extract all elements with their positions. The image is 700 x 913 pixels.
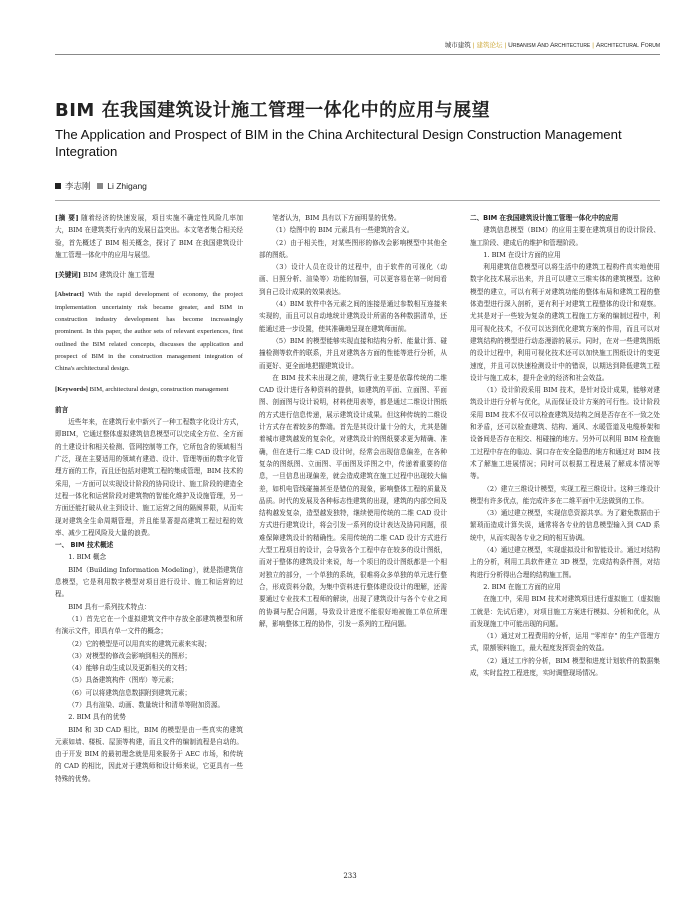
- author-en: Li Zhigang: [107, 181, 147, 191]
- advantage-item: （1）绘图中的 BIM 元素具有一些建筑的含义。: [272, 226, 414, 235]
- title-rule: [55, 200, 660, 201]
- journal-cn-2: 建筑论坛: [476, 42, 503, 49]
- preface-heading: 前言: [55, 405, 69, 414]
- journal-cn-1: 城市建筑: [444, 42, 471, 49]
- feature-item: （3）对模型的修改会影响到相关的图形；: [68, 651, 192, 660]
- bullet-square-icon: [97, 183, 103, 189]
- paragraph: 在施工中，采用 BIM 技术对建筑项目进行虚拟施工（虚拟施工就是：先试后建），对项目施工方案进行模拟、分析和优化，从而发现施工中可能出现的问题。: [470, 595, 660, 628]
- header-separator-3: |: [592, 42, 594, 49]
- running-header: [445, 40, 660, 49]
- design-item: （2）建立三维设计模型，实现工程三维设计。这种三维设计模型有许多优点，能完成许多在二维平面中无法做到的工作。: [470, 484, 660, 505]
- section-1-2-heading: 2. BIM 具有的优势: [68, 713, 126, 722]
- paragraph: BIM 具有一系列技术特点：: [68, 602, 151, 611]
- advantage-item: （3）设计人员在设计的过程中，由于软件的可视化（动画、日照分析、渲染等）功能的加强，可以更容易在第一时间看到自己设计成果的效果表达。: [259, 263, 447, 296]
- design-item: （1）设计阶段采用 BIM 技术，是针对设计成果，能够对建筑设计进行分析与优化，从而保证设计方案的可行性。设计阶段采用 BIM 技术不仅可以检查建筑及结构之间是否存在不一致之处和矛盾，还可以检查建筑、结构、通风、水暖管道及电缆桥架和设备间是否存在相交、相碰撞的地方。另外可以利用 BIM 检查施工过程中存在的临边、洞口存在安全隐患的地方和通过对 BIM 技术了解施工进展情况；同时可以根据工程进展了解成本情况等等。: [470, 386, 660, 481]
- abstract-en-label: [Abstract]: [55, 291, 84, 299]
- column-1: [55, 212, 244, 783]
- abstract-label: [摘 要]: [55, 214, 79, 222]
- advantage-item: （4）BIM 软件中各元素之间的连接是通过参数相互连接来实现的，而且可以自动地统计建筑设计所需的各种数据清单，还能通过进一步设置，使其准确地呈现在建筑师面前。: [259, 300, 447, 333]
- journal-en-2: Architectural Forum: [595, 42, 660, 49]
- advantage-item: （2）由于相关性，对某些图形的修改会影响模型中其他全部的图纸。: [259, 238, 447, 259]
- keywords-cn: [55, 269, 243, 281]
- title-english: The Application and Prospect of BIM in the China Architectural Design Construction Management Integration: [55, 127, 622, 159]
- feature-item: （7）具有渲染、动画、数量统计和清单等附加资源。: [68, 700, 225, 709]
- keywords-text: BIM 建筑设计 施工管理: [83, 271, 155, 280]
- abstract-cn: [55, 212, 243, 261]
- authors: [55, 180, 147, 192]
- feature-item: （2）它的模型是可以用真实的建筑元素来实现；: [68, 639, 211, 648]
- header-separator-2: |: [504, 42, 507, 49]
- preface-text: 近些年来，在建筑行业中新兴了一种工程数字化设计方式，即BIM，它通过整体虚拟建筑信息模型可以完成全方位、全方面的土建设计和相关检测、管网控制等工作，它所包含的领域相当广泛，现在主要适用的领域有建造、设计、管理等面的数字化管理方面的工作，而且还包括对建筑工程的集成管理，BIM 技术的采用，一方面可以实现设计阶段的协同设计、施工阶段的建造全过程一体化和运营阶段对建筑物的智能化维护及设施管理，另一方面还能打破从业主到设计、施工运营之间的隔阂界限，从而实现对建筑全生命周期管理，并且能显著提高建筑工程过程的效率、减少工程风险及大量的浪费。: [55, 418, 243, 537]
- advantage-item: （5）BIM 的模型能够实现直接和结构分析、能量计算、碰撞检测等软件的联系，并且对建筑各方面的性能等进行分析，从而更好、更全面地把握建筑设计。: [259, 336, 447, 370]
- section-2-2-heading: 2. BIM 在施工方面的应用: [483, 582, 561, 591]
- design-item: （3）通过建立模型，实现信息资源共享。为了避免数据由于繁琐而造成计算失误，通常将各专业的信息模型输入到 CAD 系统中，从而实现各专业之间的相互协调。: [470, 509, 660, 542]
- construction-item: （1）通过对工程费用的分析，运用 "零库存" 的生产管理方式，限额领料施工，最大程度发挥资金的效益。: [470, 632, 660, 653]
- feature-item: （6）可以将建筑信息数据附到建筑元素；: [68, 688, 192, 697]
- paragraph: 建筑信息模型（BIM）的应用主要在建筑项目的设计阶段、施工阶段、建成后的维护和管理阶段。: [470, 226, 660, 247]
- paragraph: 笔者认为，BIM 具有以下方面明显的优势。: [272, 214, 401, 222]
- construction-item: （2）通过工序的分析，BIM 模型和进度计划软件的数据集成，实时监控工程进度，实时调整现场情况。: [470, 656, 660, 677]
- paragraph: BIM 和 3D CAD 相比，BIM 的模型是由一些真实的建筑元素如墙、楼板、屋顶等构建，而且文件的编制流程是自动的。由于开发 BIM 的最初理念就是用来服务于 AEC 市场，和传统的 CAD 的相比，因此对于建筑师和设计师来说，它更具有一些特殊的优势。: [55, 725, 243, 783]
- title-chinese: BIM 在我国建筑设计施工管理一体化中的应用与展望: [55, 100, 491, 121]
- header-rule: [55, 54, 660, 55]
- paragraph: 利用建筑信息模型可以将生活中的建筑工程构件真实地使用数字化技术展示出来，并且可以建立三维实体的建筑模型。这种模型的建立，可以有利于对建筑功能的整体布局和建筑工程的整体造型进行深入剖析，更有利于对建筑工程整体的设计和观察。尤其是对于一些较为复杂的建筑工程施工方案的编制过程中，利用可视化技术，不仅可以达到优化建筑方案的作用，而且可以对建筑结构的模型进行动态漫游的展示。同时，在对一些建筑图纸的设计过程中，利用可视化技术还可以加快施工图纸设计的变更速度，并且可以快速检测设计中的错误，以期达到降低建筑工程设计与施工成本，提升企业的经济和社会效益。: [470, 263, 660, 382]
- keywords-en: [55, 384, 243, 396]
- paragraph: BIM（Building Information Modeling），就是指建筑信息模型，它是利用数字模型对项目进行设计、施工和运营的过程。: [55, 565, 243, 599]
- section-2-1-heading: 1. BIM 在设计方面的应用: [483, 250, 561, 259]
- keywords-en-label: [Keywords]: [55, 385, 88, 393]
- feature-item: （5）具备建筑构件（图库）等元素；: [68, 676, 178, 685]
- section-2-heading: 二、BIM 在我国建筑设计施工管理一体化中的应用: [470, 214, 619, 222]
- abstract-text: 随着经济的快速发展，项目实施不确定性风险几率加大，BIM 在建筑类行业内的发展日益突出。本文笔者集合相关经验，首先概述了 BIM 相关概念，探讨了 BIM 在我国建筑设计施工管理一体化中的应用与展望。: [55, 214, 243, 259]
- abstract-en-text: With the rapid development of economy, the project implementation uncertainty risk became greater, and BIM in construction industry development has become increasingly prominent. In this paper, the author sets of relevant experiences, first outlined the BIM related concepts, discusses the application and prospect of BIM in the construction management integration of China's architectural design.: [55, 291, 244, 373]
- column-3: [470, 212, 660, 679]
- keywords-en-text: BIM, architectural design, construction management: [89, 385, 229, 393]
- paragraph: 在 BIM 技术未出现之前，建筑行业主要是依靠传统的二维 CAD 设计进行各种资料的提供，如建筑的平面、立面图、平面图、剖面图与设计说明，材料使用表等，都是通过二维设计图纸的方式进行信息传递，展示建筑设计成果。但这种传统的二维设计方式存在着较多的弊端。首先是其设计量十分的大，尤其是随着城市建筑越发的复杂化，对建筑设计的图纸要求更为精确、准确，但在进行二维 CAD 设计时，经常会出现信息偏差，在各种复杂的图纸图、立面图、平面图及详图之中，传递着重要的信息，一旦信息出现偏差，就会造成建筑在施工过程中出现较大偏差，如机电管线碰撞甚至是错位的现象，影响整体工程的质量及品质。时代的发展及各种标志性建筑的出现，建筑的内部空间及结构越发复杂，造型越发独特，继续使用传统的二维 CAD 设计方式进行建筑设计，将会引发一系列的设计表达及协同问题，很难保障建筑设计的精确性。采用传统的二维 CAD 设计方式进行大型工程项目的设计，会导致各个工程中存在较多的设计图纸，而对于整体的建筑设计来说，每一个项目的设计图纸都是一个相对独立的部分，一个单独的系统，很难将众多单独的单元进行整合，形成资料分散，为集中资料进行整体建设设计的理解，还需要通过专业技术工程师的解读，出现了建筑设计与各个专业之间的协调与配合问题，导致设计进度不能很好地被施工单位所理解，影响整体工程的协作，引发一系列的工程问题。: [259, 373, 447, 628]
- column-2: [259, 212, 447, 630]
- feature-item: （1）首先它在一个虚拟建筑文件中存放全部建筑模型和所有演示文件，即具有单一文件的概念；: [55, 614, 243, 636]
- section-1-heading: 一、 BIM 技术概述: [55, 541, 114, 550]
- author-cn: 李志刚: [65, 182, 91, 192]
- abstract-en: [55, 289, 243, 375]
- feature-item: （4）能够自动生成以及更新相关的文档；: [68, 664, 192, 673]
- keywords-label: [关键词]: [55, 271, 82, 280]
- page-number: 233: [343, 872, 357, 880]
- section-1-1-heading: 1. BIM 概念: [68, 553, 107, 562]
- header-separator-1: |: [472, 42, 475, 49]
- bullet-square-icon: [55, 183, 61, 189]
- journal-en-1: Urbanism And Architecture: [508, 42, 591, 49]
- design-item: （4）通过建立模型，实现虚拟设计和智能设计。通过对结构上的分析，利用工具软件建立 3D 模型，完成结构条件图，对结构进行分析得出合理的结构施工图。: [470, 546, 660, 579]
